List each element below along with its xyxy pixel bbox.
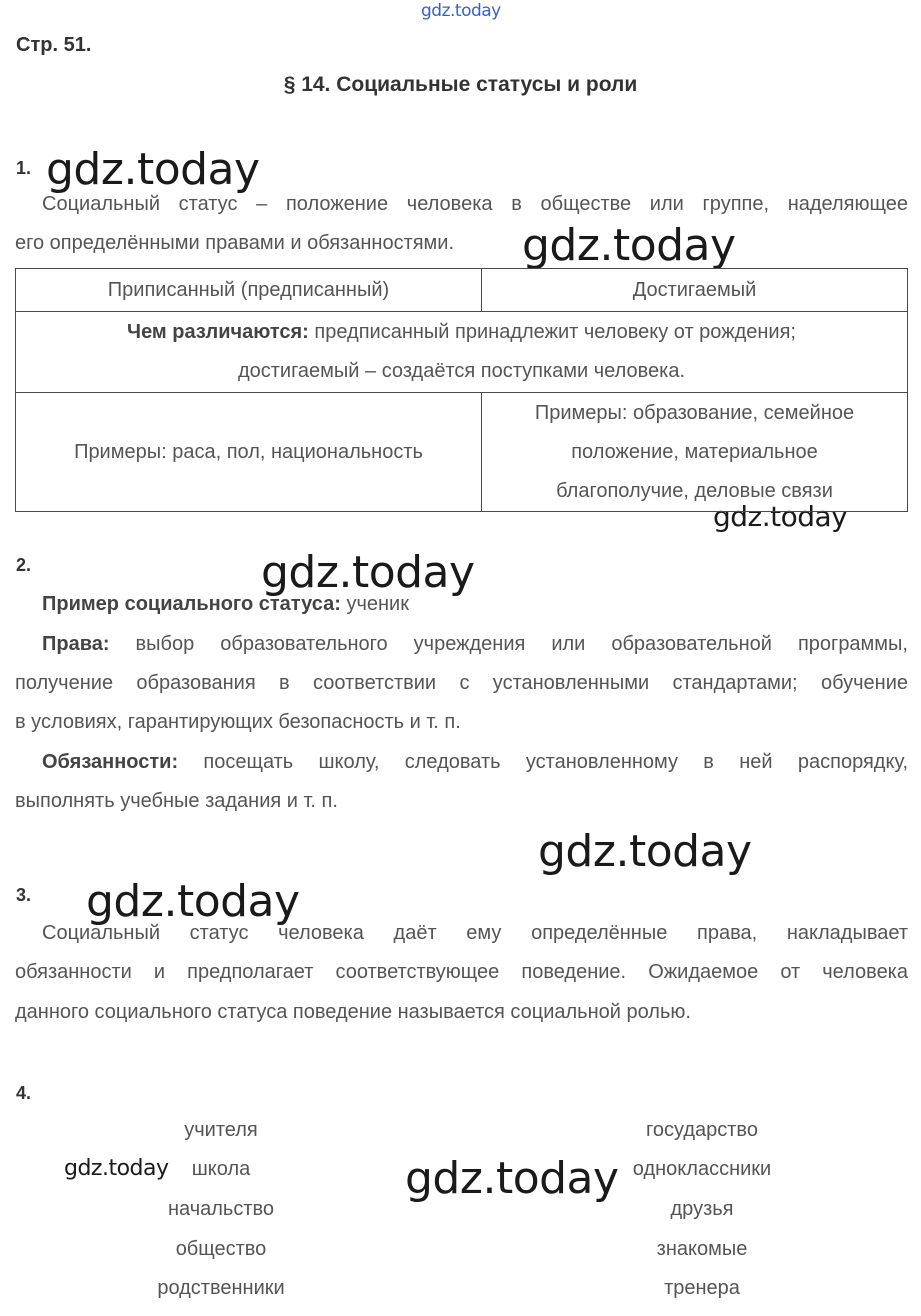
rights-line	[42, 632, 908, 656]
status-example	[42, 592, 409, 616]
task-number: 3.	[16, 885, 32, 905]
right-word: государство	[646, 1119, 758, 1141]
rights-text: выбор образовательного учреждения или образовательной программы,	[135, 633, 908, 655]
watermark: gdz.today	[64, 1156, 169, 1181]
status-example-value: ученик	[346, 593, 409, 615]
right-word: знакомые	[656, 1238, 748, 1260]
difference-label: Чем различаются:	[127, 321, 309, 343]
ascribed-header: Приписанный (предписанный)	[16, 269, 482, 312]
rights-line: получение образования в соответствии с установленными стандартами; обучение	[15, 672, 908, 694]
right-word: тренера	[664, 1277, 740, 1299]
status-table	[15, 268, 908, 512]
definition-line: Социальный статус – положение человека в обществе или группе, наделяющее	[42, 193, 908, 215]
watermark: gdz.today	[261, 547, 475, 598]
watermark: gdz.today	[405, 1153, 619, 1204]
task-number: 1.	[16, 158, 32, 178]
achieved-examples	[482, 393, 908, 512]
left-word: родственники	[157, 1277, 285, 1299]
left-word: начальство	[167, 1198, 275, 1220]
difference-cell	[16, 312, 908, 393]
role-line: данного социального статуса поведение называется социальной ролью.	[15, 1001, 691, 1023]
ascribed-examples: Примеры: раса, пол, национальность	[16, 393, 482, 512]
watermark: gdz.today	[713, 500, 848, 533]
watermark: gdz.today	[522, 220, 736, 271]
section-title: § 14. Социальные статусы и роли	[283, 73, 638, 96]
task-number: 4.	[16, 1083, 32, 1103]
achieved-header: Достигаемый	[482, 269, 908, 312]
right-word: друзья	[670, 1198, 734, 1220]
achieved-examples-line: положение, материальное	[571, 440, 818, 463]
duties-line	[42, 750, 908, 774]
difference-text: предписанный принадлежит человеку от рождения;	[314, 321, 796, 343]
page-reference: Стр. 51.	[16, 34, 92, 56]
duties-text: посещать школу, следовать установленному в ней распорядку,	[203, 751, 908, 773]
rights-line: в условиях, гарантирующих безопасность и т. п.	[15, 711, 461, 733]
rights-label: Права:	[42, 633, 110, 655]
watermark-top: gdz.today	[421, 1, 501, 21]
status-example-label: Пример социального статуса:	[42, 593, 341, 615]
role-line: Социальный статус человека даёт ему определённые права, накладывает	[42, 922, 908, 944]
watermark: gdz.today	[86, 876, 300, 927]
achieved-examples-line: Примеры: образование, семейное	[534, 401, 855, 424]
watermark: gdz.today	[538, 826, 752, 877]
duties-line: выполнять учебные задания и т. п.	[15, 790, 338, 812]
role-line: обязанности и предполагает соответствующее поведение. Ожидаемое от человека	[15, 961, 908, 983]
duties-label: Обязанности:	[42, 751, 179, 773]
difference-text: достигаемый – создаётся поступками человека.	[237, 360, 686, 382]
task-number: 2.	[16, 555, 32, 575]
left-word: общество	[175, 1238, 267, 1260]
achieved-examples-line: благополучие, деловые связи	[556, 479, 833, 502]
right-word: одноклассники	[632, 1158, 772, 1180]
watermark: gdz.today	[46, 144, 260, 195]
left-word: школа	[191, 1158, 251, 1180]
left-word: учителя	[184, 1119, 258, 1141]
definition-line: его определёнными правами и обязанностями.	[15, 232, 455, 254]
